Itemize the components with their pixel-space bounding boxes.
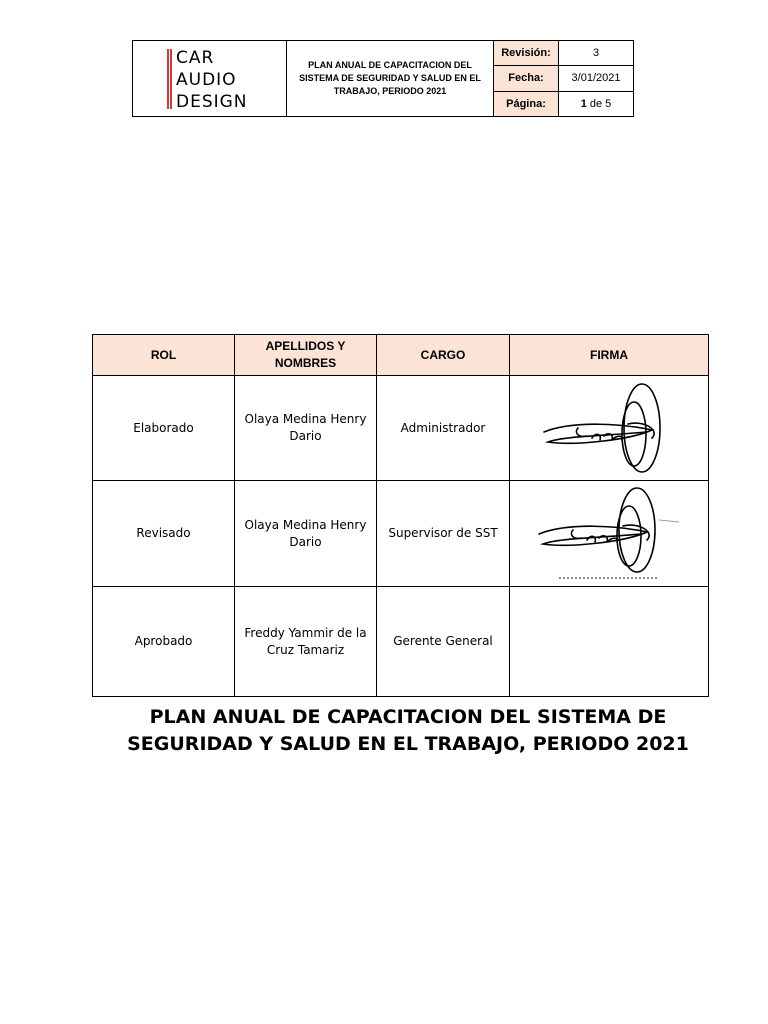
header-firma: FIRMA [510, 335, 709, 376]
pagina-current: 1 [580, 97, 587, 110]
logo-line-1: CAR [176, 48, 215, 68]
fecha-label: Fecha: [494, 66, 559, 90]
logo-text [176, 47, 248, 113]
header-title: PLAN ANUAL DE CAPACITACION DEL SISTEMA DE SEGURIDAD Y SALUD EN EL TRABAJO, PERIODO 2021 [287, 41, 494, 116]
signature-image [529, 484, 689, 584]
row-nombre: Olaya Medina Henry Dario [235, 376, 377, 481]
company-logo [133, 41, 287, 116]
table-header-row [93, 335, 709, 376]
header-apellidos-nombres: APELLIDOS Y NOMBRES [235, 335, 377, 376]
header-meta [494, 41, 633, 116]
document-header [132, 40, 634, 117]
signature-cell [510, 481, 709, 587]
logo-bars [167, 49, 172, 109]
pagina-value [559, 92, 633, 116]
table-row [93, 481, 709, 587]
fecha-value: 3/01/2021 [571, 72, 621, 85]
row-cargo: Administrador [377, 376, 510, 481]
row-cargo: Gerente General [377, 587, 510, 697]
revision-row [494, 41, 633, 66]
row-cargo: Supervisor de SST [377, 481, 510, 587]
document-main-title: PLAN ANUAL DE CAPACITACION DEL SISTEMA DE SEGURIDAD Y SALUD EN EL TRABAJO, PERIODO 2021 [127, 706, 689, 755]
signature-image [534, 380, 684, 476]
signature-cell [510, 376, 709, 481]
row-nombre: Freddy Yammir de la Cruz Tamariz [235, 587, 377, 697]
revision-label: Revisión: [494, 41, 559, 65]
pagina-rest: de 5 [589, 97, 612, 110]
logo-line-3: DESIGN [176, 92, 248, 112]
row-rol: Elaborado [93, 376, 235, 481]
approval-table [92, 334, 709, 697]
row-nombre: Olaya Medina Henry Dario [235, 481, 377, 587]
logo-line-2: AUDIO [176, 70, 237, 90]
table-row [93, 376, 709, 481]
pagina-row [494, 92, 633, 116]
pagina-label: Página: [494, 92, 559, 116]
signature-cell-empty [510, 587, 709, 697]
header-cargo: CARGO [377, 335, 510, 376]
table-row [93, 587, 709, 697]
row-rol: Revisado [93, 481, 235, 587]
fecha-row [494, 66, 633, 91]
revision-value: 3 [592, 47, 600, 60]
row-rol: Aprobado [93, 587, 235, 697]
header-rol: ROL [93, 335, 235, 376]
